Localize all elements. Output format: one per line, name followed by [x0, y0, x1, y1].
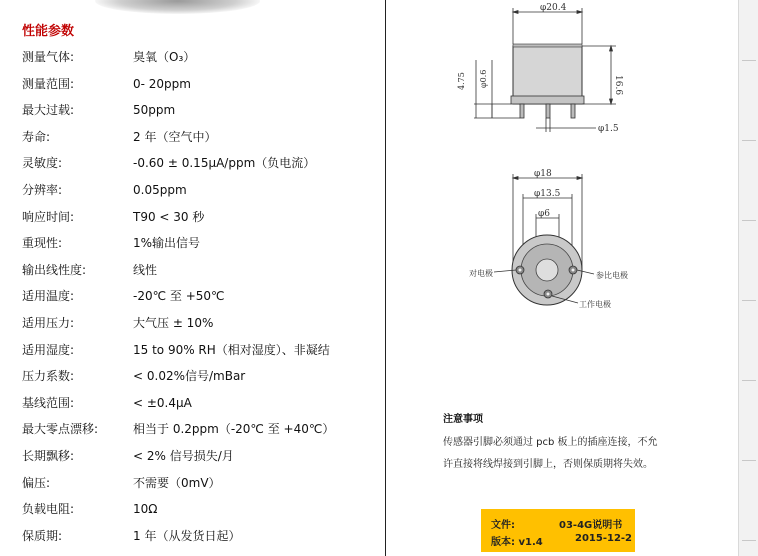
- dim-outer: φ18: [534, 169, 552, 179]
- spec-value: 0- 20ppm: [133, 76, 191, 91]
- spec-label: 重现性:: [22, 236, 63, 251]
- spec-label: 测量范围:: [22, 76, 75, 91]
- spec-label: 输出线性度:: [22, 262, 87, 277]
- spec-value: 相当于 0.2ppm（-20℃ 至 +40℃）: [133, 422, 335, 437]
- spec-label: 长期飘移:: [22, 449, 75, 463]
- notes-line-1: 传感器引脚必须通过 pcb 板上的插座连接，不允: [443, 437, 658, 448]
- spec-label: 压力系数:: [22, 369, 75, 384]
- spec-value: -0.60 ± 0.15μA/ppm（负电流）: [133, 156, 316, 171]
- spec-value: 大气压 ± 10%: [133, 316, 214, 330]
- spec-value: 0.05ppm: [133, 183, 187, 197]
- dim-width: φ20.4: [540, 3, 567, 13]
- spec-value: 10Ω: [133, 502, 158, 517]
- spec-label: 适用压力:: [22, 316, 75, 330]
- dim-height: 16.6: [613, 75, 623, 96]
- spec-label: 最大过载:: [22, 103, 75, 118]
- spec-label: 负载电阻:: [22, 502, 75, 517]
- spec-label: 测量气体:: [22, 50, 75, 64]
- side-view: [474, 8, 616, 132]
- spec-label: 分辨率:: [22, 183, 63, 197]
- file-value: 03-4G说明书: [559, 520, 623, 531]
- spec-label: 偏压:: [22, 475, 51, 490]
- spec-label: 灵敏度:: [22, 156, 63, 171]
- label-counter-electrode: 对电极: [469, 269, 493, 278]
- notes-line-2: 许直接将线焊接到引脚上，否则保质期将失效。: [443, 459, 653, 470]
- dim-middle: φ13.5: [534, 189, 561, 199]
- spec-label: 最大零点漂移:: [22, 422, 99, 437]
- spec-value: < 0.02%信号/mBar: [133, 369, 246, 384]
- spec-label: 寿命:: [22, 129, 51, 144]
- sensor-drawing: [386, 0, 738, 400]
- spec-value: -20℃ 至 +50℃: [133, 289, 225, 304]
- label-reference-electrode: 参比电极: [596, 271, 628, 280]
- label-working-electrode: 工作电极: [579, 300, 611, 309]
- spec-value: < ±0.4μA: [133, 395, 192, 410]
- spec-value: 臭氧（O₃）: [133, 50, 196, 64]
- spec-label: 保质期:: [22, 528, 63, 543]
- spec-value: 不需要（0mV）: [133, 475, 221, 490]
- spec-value: 线性: [133, 262, 158, 277]
- spec-label: 基线范围:: [22, 395, 75, 410]
- spec-value: < 2% 信号损失/月: [133, 449, 234, 463]
- drawing-panel: [386, 0, 738, 556]
- version-label: 版本: v1.4: [491, 537, 543, 548]
- spec-value: 50ppm: [133, 103, 176, 118]
- dim-pin-length: 4.75: [457, 72, 466, 90]
- document-info-box: [481, 509, 635, 552]
- spec-value: 1%输出信号: [133, 236, 201, 251]
- spec-value: 1 年（从发货日起）: [133, 528, 241, 543]
- spec-value: 15 to 90% RH（相对湿度）、非凝结: [133, 342, 330, 357]
- notes-title: 注意事项: [443, 414, 483, 425]
- spec-label: 响应时间:: [22, 209, 75, 224]
- file-label: 文件:: [491, 520, 515, 531]
- spec-value: 2 年（空气中）: [133, 129, 217, 144]
- spec-label: 适用湿度:: [22, 342, 75, 357]
- dim-pin-dia: φ0.6: [479, 69, 488, 88]
- date-value: 2015-12-2: [575, 533, 633, 544]
- dim-pin-spacing: φ1.5: [598, 124, 619, 134]
- dim-inner: φ6: [538, 209, 551, 219]
- spec-label: 适用温度:: [22, 289, 75, 304]
- spec-value: T90 < 30 秒: [133, 209, 205, 224]
- section-title: 性能参数: [22, 24, 75, 39]
- vertical-ruler[interactable]: [738, 0, 758, 556]
